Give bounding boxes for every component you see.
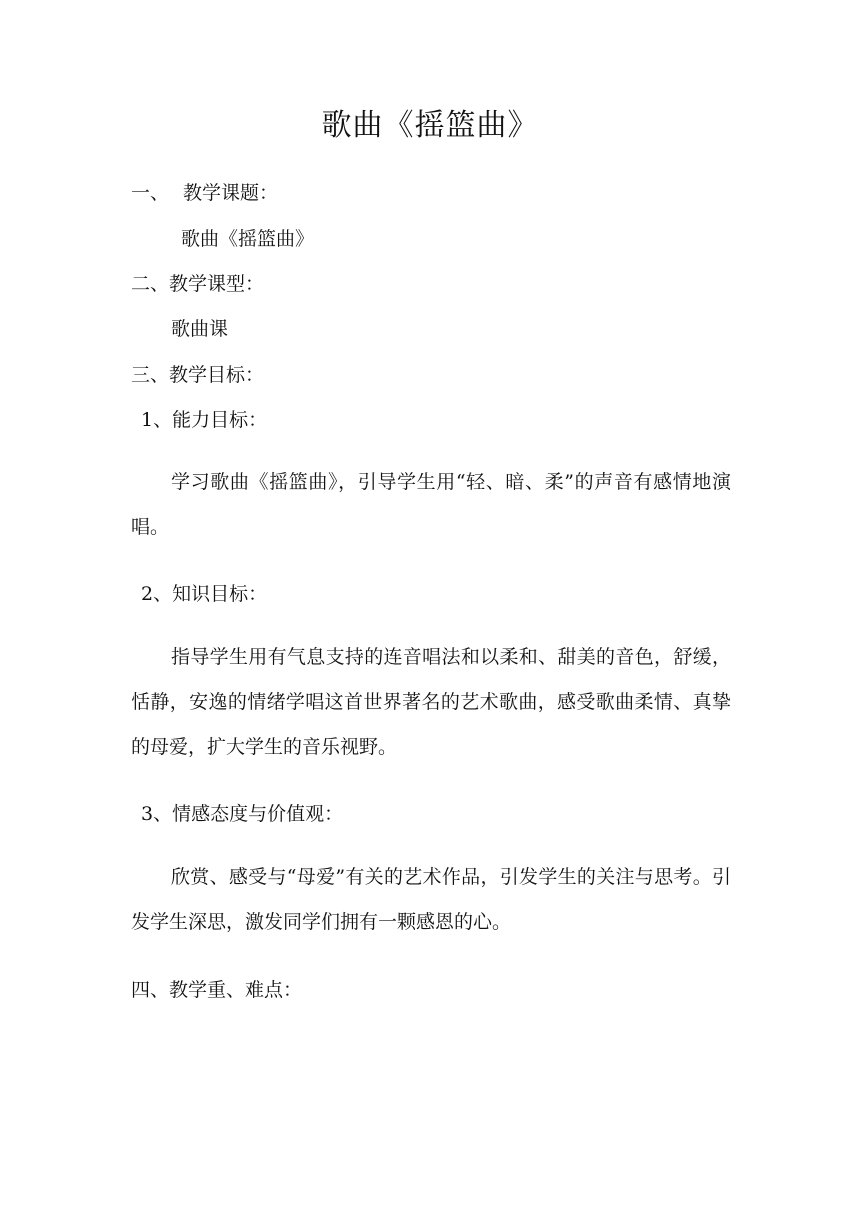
section2-content: 歌曲课: [171, 318, 229, 340]
section4-heading: 四、教学重、难点：: [131, 979, 303, 1001]
goal2-heading: 2、知识目标：: [141, 583, 268, 605]
document-title: 歌曲《摇篮曲》: [321, 108, 539, 143]
section3-heading: 三、教学目标：: [131, 364, 265, 386]
section1-number: 一、: [131, 182, 170, 204]
goal3-text: 欣赏、感受与“母爱”有关的艺术作品，引发学生的关注与思考。引发学生深思，激发同学们拥有一颗感恩的心。: [131, 866, 731, 933]
section2-heading: 二、教学课型：: [131, 273, 265, 295]
goal2-text: 指导学生用有气息支持的连音唱法和以柔和、甜美的音色，舒缓，恬静，安逸的情绪学唱这首世界著名的艺术歌曲，感受歌曲柔情、真挚的母爱，扩大学生的音乐视野。: [131, 646, 731, 758]
goal1-heading: 1、能力目标：: [141, 409, 268, 431]
goal1-text: 学习歌曲《摇篮曲》，引导学生用“轻、暗、柔”的声音有感情地演唱。: [131, 471, 731, 538]
section1-content: 歌曲《摇篮曲》: [181, 228, 315, 250]
goal3-heading: 3、情感态度与价值观：: [141, 803, 344, 825]
section1-heading: 教学课题：: [183, 182, 279, 204]
